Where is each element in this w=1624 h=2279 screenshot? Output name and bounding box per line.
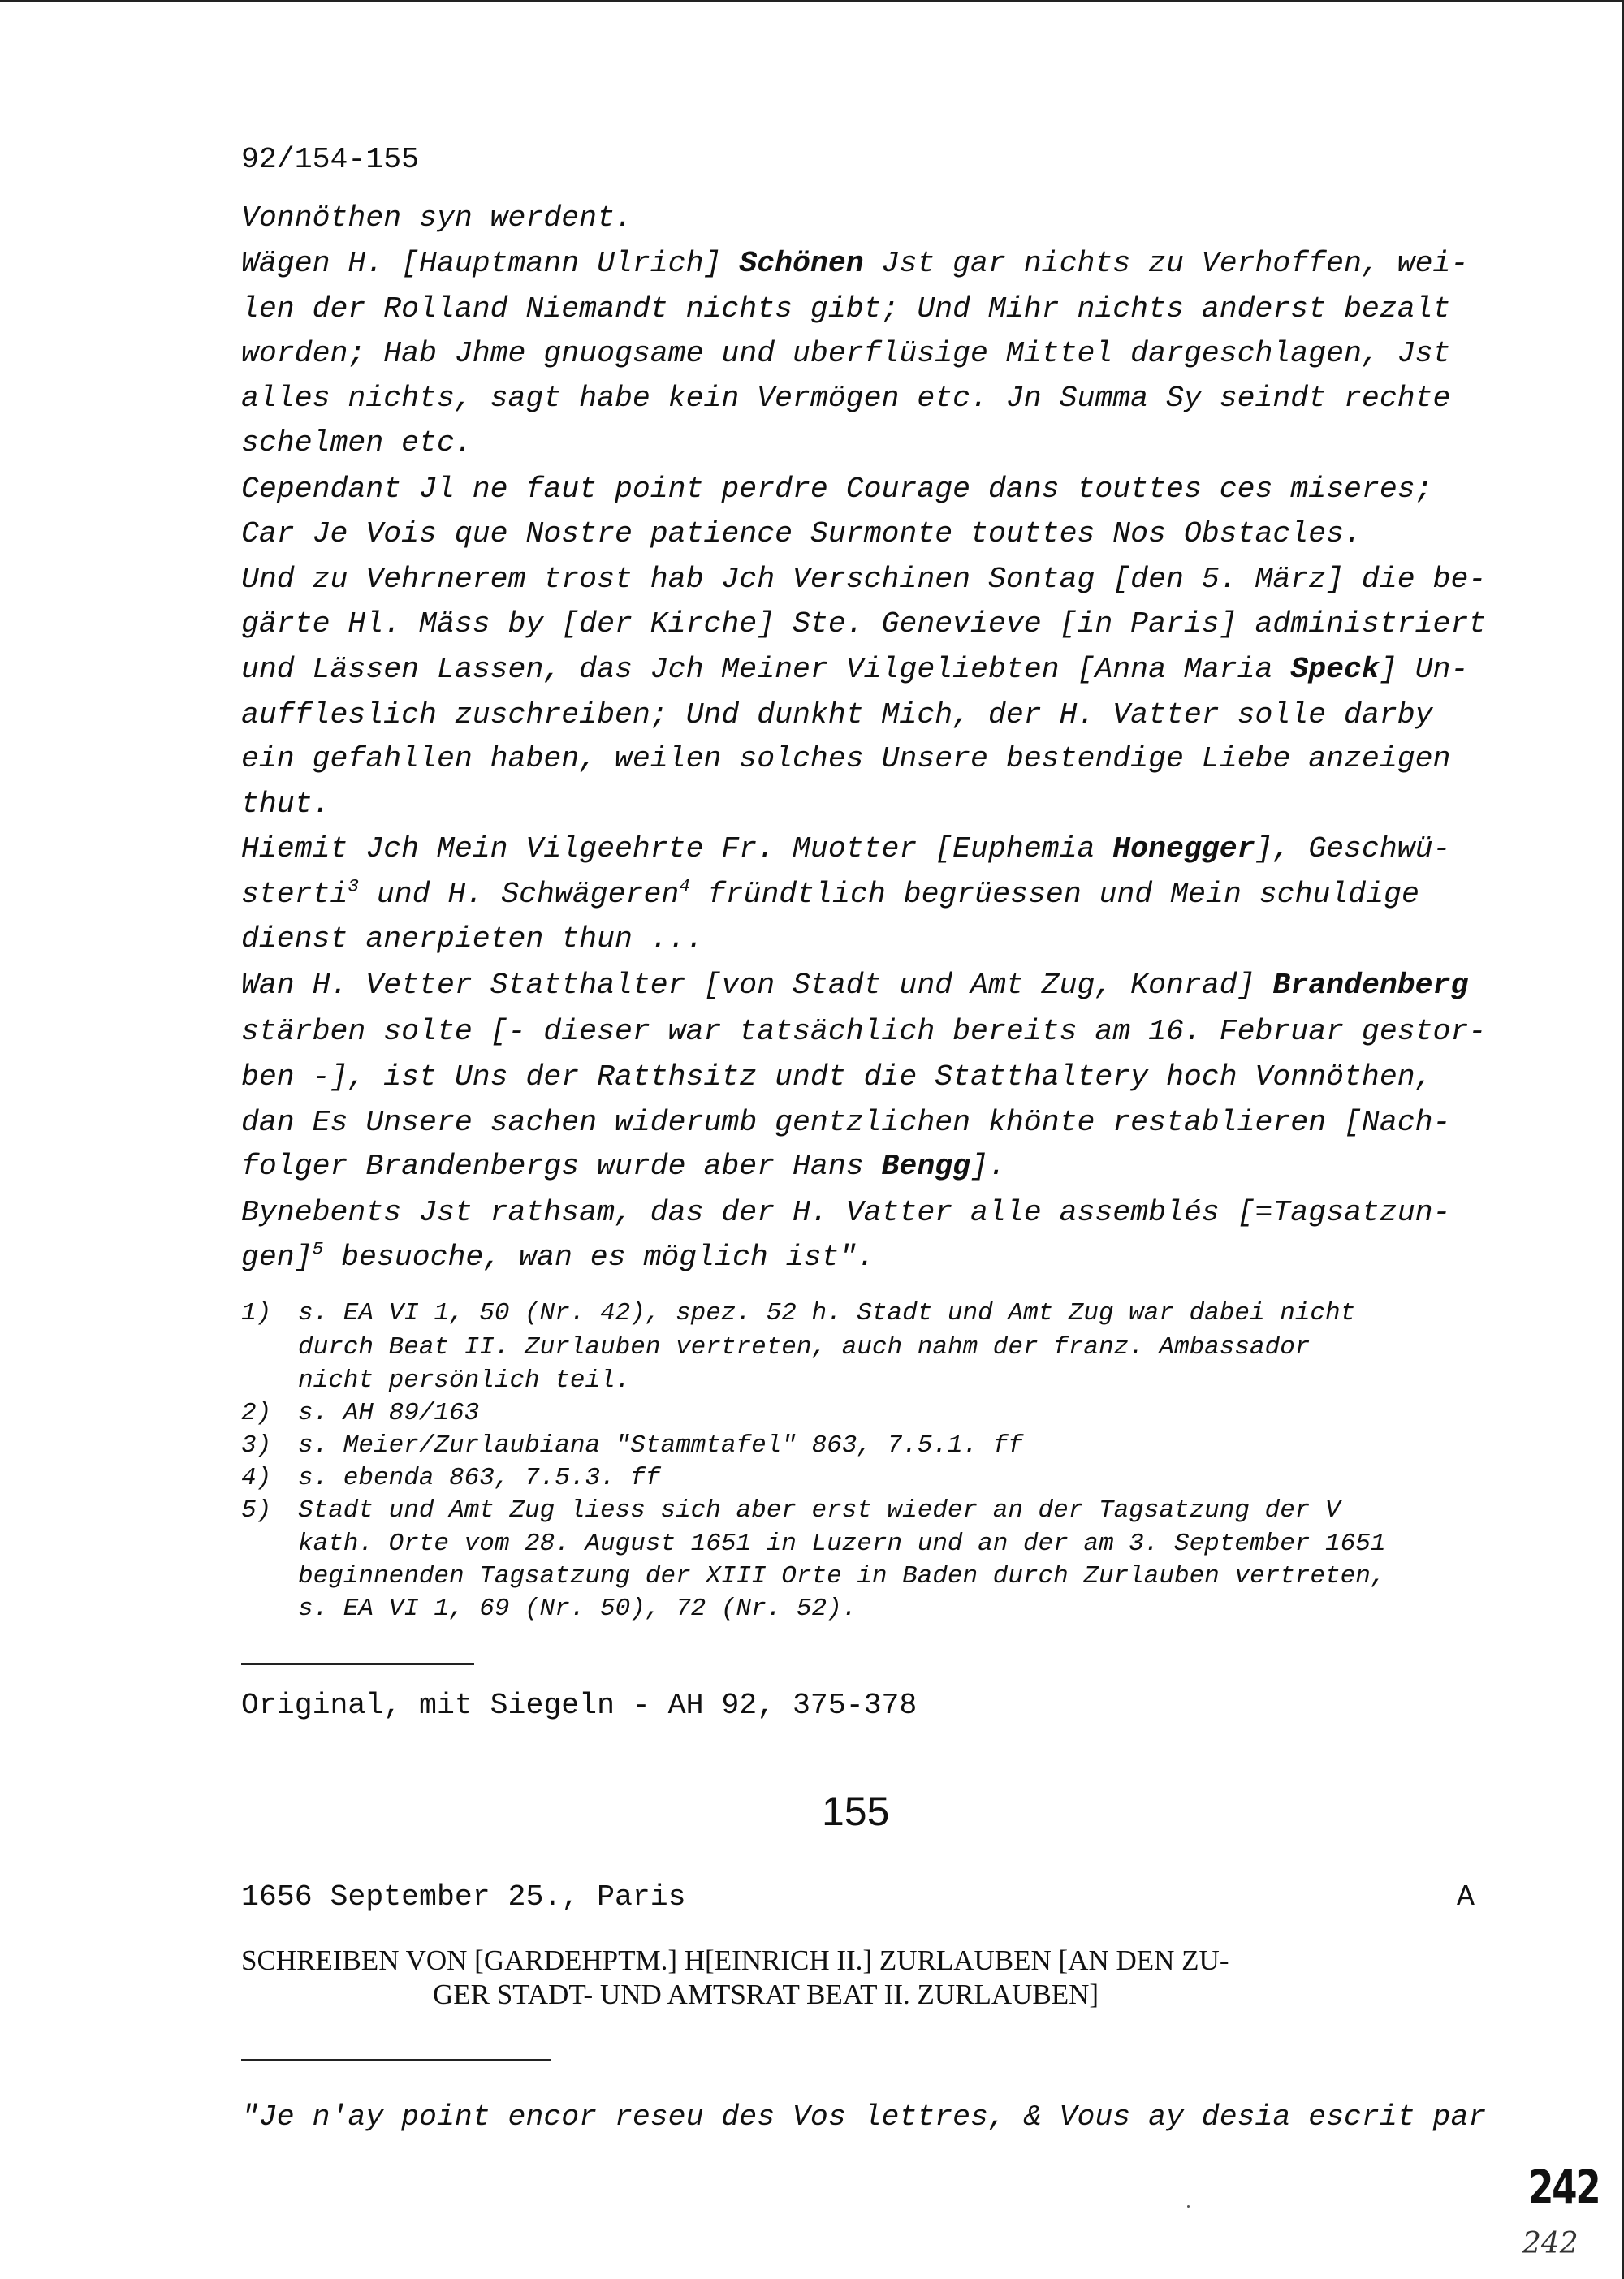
body-line: dan Es Unsere sachen widerumb gentzlichen khönte restablieren [Nach- xyxy=(241,1106,1451,1139)
scan-speck xyxy=(1187,2205,1190,2208)
title-separator xyxy=(241,2059,551,2061)
footnote-text: s. ebenda 863, 7.5.3. ff xyxy=(298,1464,661,1492)
body-line: Wägen H. [Hauptmann Ulrich] Schönen Jst gar nichts zu Verhoffen, wei- xyxy=(241,247,1469,280)
footnote-text: s. EA VI 1, 69 (Nr. 50), 72 (Nr. 52). xyxy=(298,1595,857,1623)
emphasized-name: Schönen xyxy=(739,247,864,280)
body-line: len der Rolland Niemandt nichts gibt; Und Mihr nichts anderst bezalt xyxy=(241,292,1451,326)
next-doc-title-line2: GER STADT- UND AMTSRAT BEAT II. ZURLAUBEN] xyxy=(433,1979,1099,2010)
footnote-text: s. Meier/Zurlaubiana "Stammtafel" 863, 7.5.1. ff xyxy=(298,1431,1023,1460)
footnote-number: 3) xyxy=(241,1431,272,1460)
handwritten-page-number: 242 xyxy=(1528,2160,1600,2215)
footnote-ref: 3 xyxy=(348,875,359,897)
next-doc-date-place: 1656 September 25., Paris xyxy=(241,1880,686,1914)
body-line: worden; Hab Jhme gnuogsame und uberflüsige Mittel dargeschlagen, Jst xyxy=(241,337,1451,370)
document-reference: 92/154-155 xyxy=(241,143,420,176)
body-line: stärben solte [- dieser war tatsächlich bereits am 16. Februar gestor- xyxy=(241,1015,1487,1048)
body-line: auffleslich zuschreiben; Und dunkht Mich, der H. Vatter solle darby xyxy=(241,698,1433,732)
body-line: alles nichts, sagt habe kein Vermögen etc. Jn Summa Sy seindt rechte xyxy=(241,382,1451,415)
footnote-text: s. EA VI 1, 50 (Nr. 42), spez. 52 h. Stadt und Amt Zug war dabei nicht xyxy=(298,1299,1356,1327)
body-line: Hiemit Jch Mein Vilgeehrte Fr. Muotter [Euphemia Honegger], Geschwü- xyxy=(241,832,1451,865)
body-line: Bynebents Jst rathsam, das der H. Vatter alle assemblés [=Tagsatzun- xyxy=(241,1196,1451,1229)
handwritten-page-number-small: 242 xyxy=(1522,2227,1579,2260)
next-doc-title-line1: SCHREIBEN VON [GARDEHPTM.] H[EINRICH II.] ZURLAUBEN [AN DEN ZU- xyxy=(241,1944,1229,1976)
body-line: folger Brandenbergs wurde aber Hans Bengg]. xyxy=(241,1150,1006,1183)
scan-top-edge xyxy=(0,0,1624,2)
emphasized-name: Bengg xyxy=(881,1150,971,1183)
footnote-text: nicht persönlich teil. xyxy=(298,1366,631,1395)
footnote-text: Stadt und Amt Zug liess sich aber erst wieder an der Tagsatzung der V xyxy=(298,1496,1341,1525)
body-line: ben -], ist Uns der Ratthsitz undt die Statthaltery hoch Vonnöthen, xyxy=(241,1060,1433,1094)
source-note: Original, mit Siegeln - AH 92, 375-378 xyxy=(241,1689,918,1722)
body-line: thut. xyxy=(241,788,330,821)
emphasized-name: Honegger xyxy=(1112,832,1255,865)
footnote-number: 5) xyxy=(241,1496,272,1525)
body-line: schelmen etc. xyxy=(241,426,473,460)
body-line: sterti$^3$ und H. Schwägeren$^4$ fründtlich begrüessen und Mein schuldige xyxy=(241,875,1419,911)
footnote-separator xyxy=(241,1663,474,1665)
footnote-number: 2) xyxy=(241,1399,272,1427)
body-line: dienst anerpieten thun ... xyxy=(241,922,704,956)
footnote-text: s. AH 89/163 xyxy=(298,1399,480,1427)
body-line: Und zu Vehrnerem trost hab Jch Verschinen Sontag [den 5. März] die be- xyxy=(241,563,1487,596)
body-line: gen]$^5$ besuoche, wan es möglich ist". xyxy=(241,1238,875,1274)
document-number: 155 xyxy=(822,1789,890,1834)
body-line: Vonnöthen syn werdent. xyxy=(241,201,633,235)
footnote-ref: 5 xyxy=(312,1238,324,1260)
body-line: gärte Hl. Mäss by [der Kirche] Ste. Genevieve [in Paris] administriert xyxy=(241,607,1487,641)
footnote-text: beginnenden Tagsatzung der XIII Orte in Baden durch Zurlauben vertreten, xyxy=(298,1562,1386,1591)
footnote-ref: 4 xyxy=(679,875,690,897)
body-line: Car Je Vois que Nostre patience Surmonte touttes Nos Obstacles. xyxy=(241,517,1362,550)
emphasized-name: Speck xyxy=(1290,653,1380,686)
footnote-text: durch Beat II. Zurlauben vertreten, auch nahm der franz. Ambassador xyxy=(298,1333,1311,1362)
body-line: Cependant Jl ne faut point perdre Courage dans touttes ces miseres; xyxy=(241,473,1433,506)
emphasized-name: Brandenberg xyxy=(1272,969,1469,1002)
next-doc-marker: A xyxy=(1457,1880,1475,1914)
footnote-text: kath. Orte vom 28. August 1651 in Luzern und an der am 3. September 1651 xyxy=(298,1530,1386,1558)
body-line: Wan H. Vetter Statthalter [von Stadt und Amt Zug, Konrad] Brandenberg xyxy=(241,969,1469,1002)
footnote-number: 1) xyxy=(241,1299,272,1327)
body-line: ein gefahllen haben, weilen solches Unsere bestendige Liebe anzeigen xyxy=(241,742,1451,775)
footnote-number: 4) xyxy=(241,1464,272,1492)
body-line: und Lässen Lassen, das Jch Meiner Vilgeliebten [Anna Maria Speck] Un- xyxy=(241,653,1469,686)
next-doc-opening: "Je n'ay point encor reseu des Vos lettres, & Vous ay desia escrit par xyxy=(241,2100,1487,2134)
